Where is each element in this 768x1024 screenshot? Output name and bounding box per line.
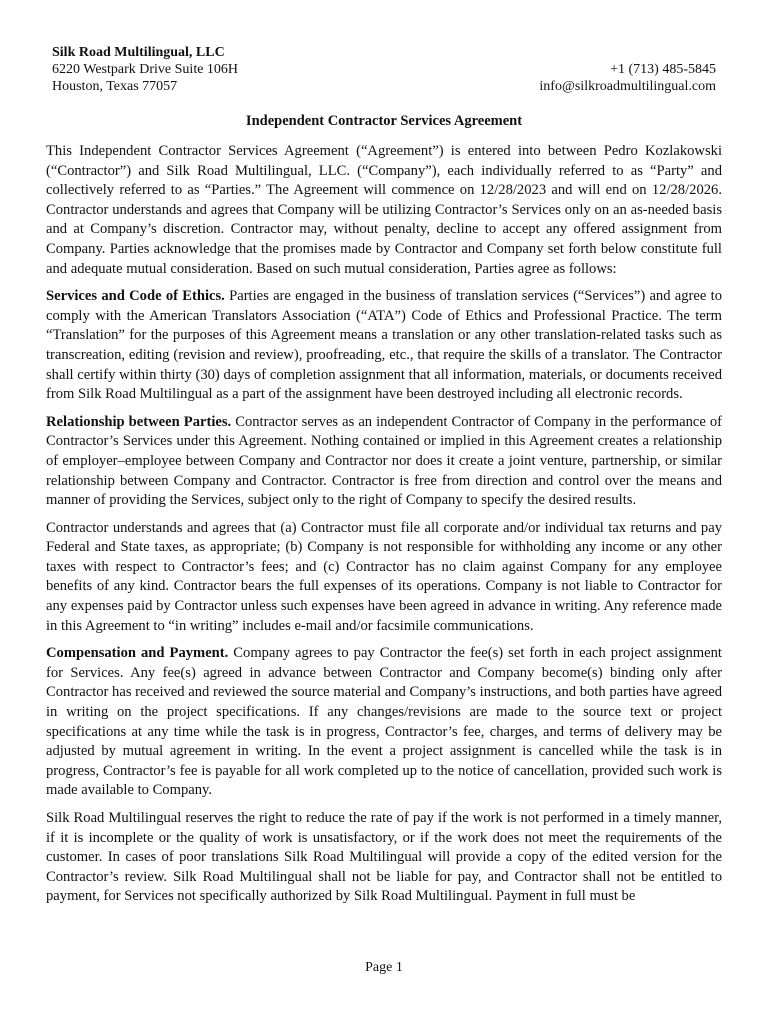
paragraph-text: Parties are engaged in the business of translation services (“Services”) and agree to comply with the American Translators Association (“ATA”) Code of Ethics and Professional Practice. The term “Translation” for the purposes of this Agreement means a translation or any other translation-related tasks such as transcreation, editing (revision and review), proofreading, etc., that require the skills of a translator. The Contractor shall certify within thirty (30) days of completion assignment that all information, materials, or documents received from Silk Road Multilingual as a part of the assignment have been destroyed including all electronic records. xyxy=(46,288,722,403)
email: info@silkroadmultilingual.com xyxy=(539,79,716,94)
paragraph-text: Silk Road Multilingual reserves the right to reduce the rate of pay if the work is not performed in a timely manner, if it is incomplete or the quality of work is unsatisfactory, or if the work does not meet the requirements of the customer. In cases of poor translations Silk Road Multilingual will provide a copy of the edited version for the Contractor’s review. Silk Road Multilingual shall not be liable for pay, and Contractor shall not be entitled to payment, for Services not specifically authorized by Silk Road Multilingual. Payment in full must be xyxy=(46,810,722,905)
paragraph xyxy=(46,519,722,637)
paragraph-heading: Relationship between Parties. xyxy=(46,413,232,430)
paragraph xyxy=(46,287,722,405)
company-name: Silk Road Multilingual, LLC xyxy=(52,45,225,60)
page-number: Page 1 xyxy=(365,960,403,975)
document-title: Independent Contractor Services Agreement xyxy=(245,113,523,129)
paragraph-text: Contractor understands and agrees that (a) Contractor must file all corporate and/or individual tax returns and pay Federal and State taxes, as appropriate; (b) Company is not responsible for withholding any income or any other taxes with respect to Contractor’s fees; and (c) Contractor has no claim against Company for any employee benefits of any kind. Contractor bears the full expenses of its operations. Company is not liable to Contractor for any expenses paid by Contractor unless such expenses have been agreed in advance in writing. Any reference made in this Agreement to “in writing” includes e-mail and/or facsimile communications. xyxy=(46,519,722,634)
phone: +1 (713) 485-5845 xyxy=(610,62,716,77)
paragraph xyxy=(46,142,722,279)
paragraph-text: This Independent Contractor Services Agreement (“Agreement”) is entered into between Pedro Kozlakowski (“Contractor”) and Silk Road Multilingual, LLC. (“Company”), each individually referred to as “Party” and collectively referred to as “Parties.” The Agreement will commence on 12/28/2023 and will end on 12/28/2026. Contractor understands and agrees that Company will be utilizing Contractor’s Services only on an as-needed basis and at Company’s discretion. Contractor may, without penalty, decline to accept any offered assignment from Company. Parties acknowledge that the promises made by Contractor and Company set forth below constitute full and adequate mutual consideration. Based on such mutual consideration, Parties agree as follows: xyxy=(46,143,722,277)
address-line-2: Houston, Texas 77057 xyxy=(52,79,178,94)
paragraph-text: Contractor serves as an independent Contractor of Company in the performance of Contractor’s Services under this Agreement. Nothing contained or implied in this Agreement creates a relationship of employer–employee between Company and Contractor nor does it create a joint venture, partnership, or similar relationship between Company and Contractor. Contractor is free from direction and control over the means and manner of providing the Services, subject only to the right of Company to specify the desired results. xyxy=(46,413,722,509)
address-line-1: 6220 Westpark Drive Suite 106H xyxy=(52,62,239,77)
letterhead xyxy=(52,44,716,95)
paragraph xyxy=(46,644,722,801)
document-body xyxy=(46,142,722,915)
paragraph-text: Company agrees to pay Contractor the fee(s) set forth in each project assignment for Services. Any fee(s) agreed in advance between Contractor and Company become(s) binding only after Contractor has received and reviewed the source material and Company’s instructions, and both parties have agreed in writing on the project specifications. If any changes/revisions are made to the source text or project specifications at any time while the task is in progress, Contractor’s fee, charges, and terms of delivery may be adjusted by mutual agreement in writing. In the event a project assignment is cancelled while the task is in progress, Contractor’s fee is payable for all work completed up to the notice of cancellation, provided such work is made available to Company. xyxy=(46,645,722,799)
paragraph xyxy=(46,413,722,511)
paragraph xyxy=(46,809,722,907)
paragraph-heading: Services and Code of Ethics. xyxy=(46,288,225,305)
paragraph-heading: Compensation and Payment. xyxy=(46,645,229,662)
